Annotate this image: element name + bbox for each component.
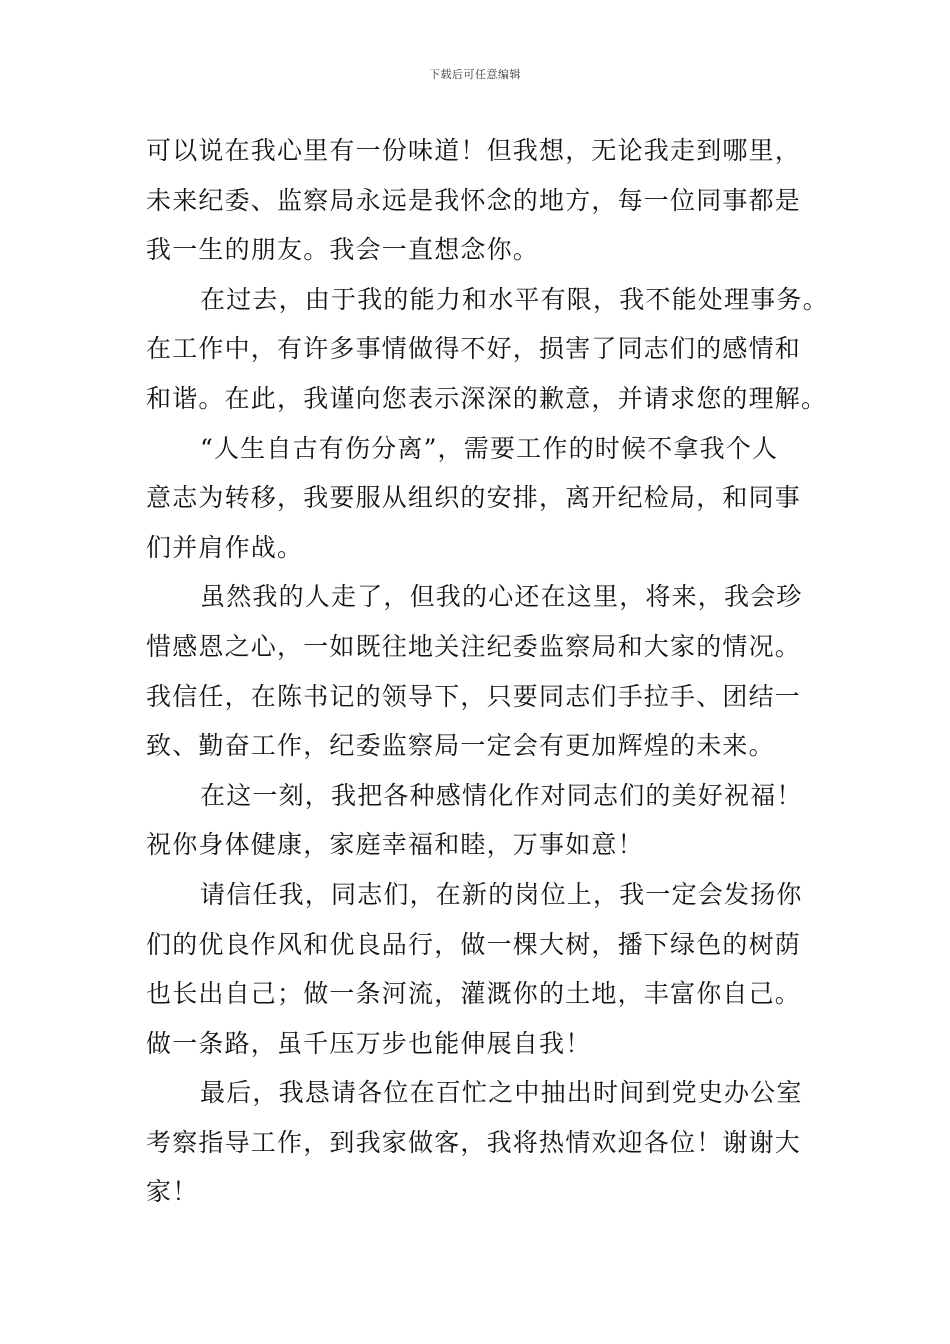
text-line: 惜感恩之心，一如既往地关注纪委监察局和大家的情况。	[146, 631, 802, 661]
text-line: 可以说在我心里有一份味道！但我想，无论我走到哪里，	[146, 136, 802, 165]
text-line: 和谐。在此，我谨向您表示深深的歉意，并请求您的理解。	[146, 383, 828, 413]
paragraph-start-line: 在过去，由于我的能力和水平有限，我不能处理事务。	[200, 284, 829, 314]
text-line: 也长出自己；做一条河流，灌溉你的土地，丰富你自己。	[146, 979, 802, 1009]
text-line: 未来纪委、监察局永远是我怀念的地方，每一位同事都是	[146, 185, 802, 215]
text-line: 考察指导工作，到我家做客，我将热情欢迎各位！谢谢大	[146, 1127, 802, 1157]
text-line: 们并肩作战。	[146, 532, 304, 562]
text-line: 我一生的朋友。我会一直想念你。	[146, 235, 540, 265]
paragraph-start-line: “人生自古有伤分离”，需要工作的时候不拿我个人	[200, 433, 779, 463]
document-body	[146, 126, 829, 1217]
text-line: 我信任，在陈书记的领导下，只要同志们手拉手、团结一	[146, 681, 802, 711]
text-line: 祝你身体健康，家庭幸福和睦，万事如意！	[146, 830, 644, 860]
text-line: 家！	[146, 1177, 199, 1207]
text-line: 做一条路，虽千压万步也能伸展自我！	[146, 1028, 592, 1058]
paragraph-start-line: 最后，我恳请各位在百忙之中抽出时间到党史办公室	[200, 1078, 803, 1108]
paragraph-start-line: 请信任我，同志们，在新的岗位上，我一定会发扬你	[200, 879, 803, 909]
text-line: 们的优良作风和优良品行，做一棵大树，播下绿色的树荫	[146, 929, 802, 959]
header-note: 下载后可任意编辑	[429, 68, 521, 81]
paragraph-start-line: 虽然我的人走了，但我的心还在这里，将来，我会珍	[200, 582, 803, 612]
paragraph-start-line: 在这一刻，我把各种感情化作对同志们的美好祝福！	[200, 780, 803, 810]
text-line: 意志为转移，我要服从组织的安排，离开纪检局，和同事	[146, 483, 802, 513]
text-line: 致、勤奋工作，纪委监察局一定会有更加辉煌的未来。	[146, 731, 775, 761]
text-line: 在工作中，有许多事情做得不好，损害了同志们的感情和	[146, 334, 802, 364]
